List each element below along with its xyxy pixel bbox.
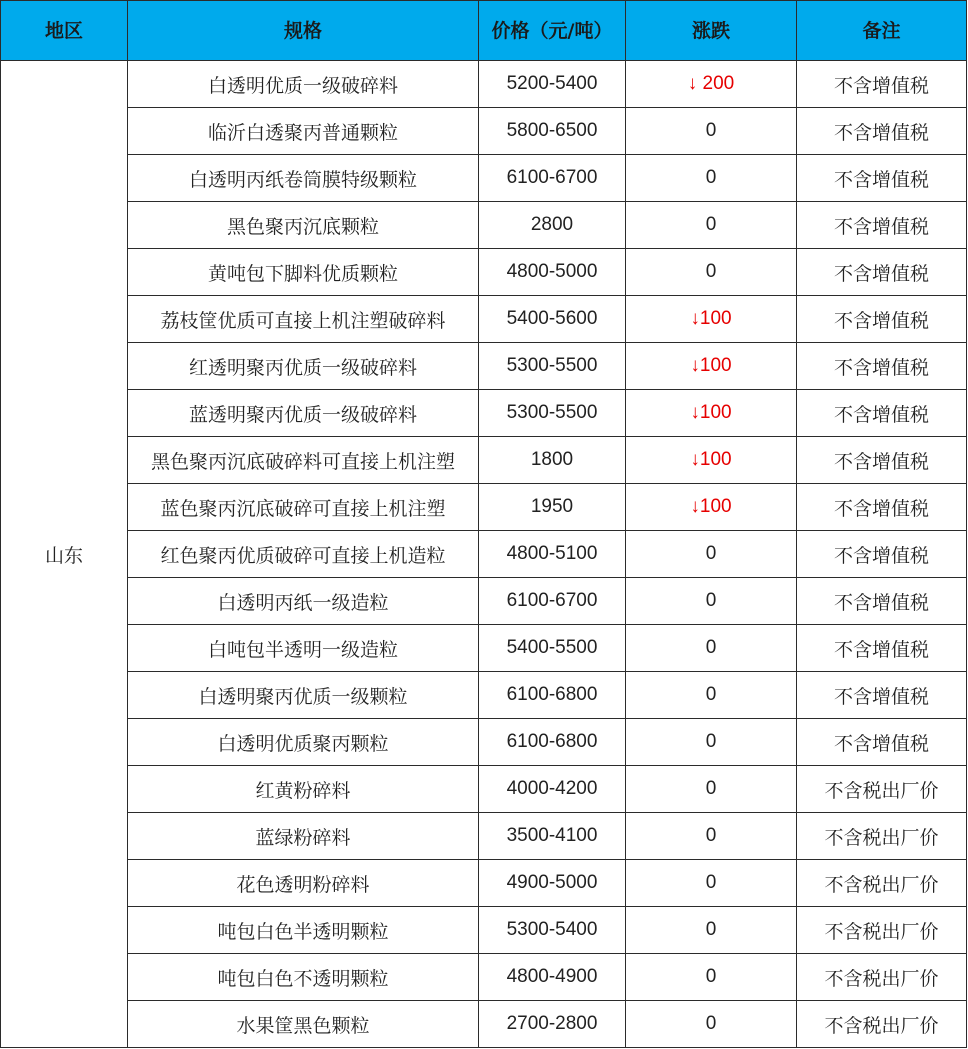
note-cell: 不含增值税 — [797, 531, 967, 578]
spec-cell: 吨包白色不透明颗粒 — [128, 954, 479, 1001]
change-cell: 0 — [626, 625, 797, 672]
change-cell: 0 — [626, 907, 797, 954]
note-cell: 不含增值税 — [797, 61, 967, 108]
table-row — [1, 61, 967, 108]
spec-cell: 红黄粉碎料 — [128, 766, 479, 813]
price-cell: 5400-5500 — [479, 625, 626, 672]
spec-cell: 白透明优质一级破碎料 — [128, 61, 479, 108]
note-cell: 不含增值税 — [797, 296, 967, 343]
note-cell: 不含增值税 — [797, 343, 967, 390]
change-cell: 0 — [626, 719, 797, 766]
note-cell: 不含增值税 — [797, 202, 967, 249]
spec-cell: 红透明聚丙优质一级破碎料 — [128, 343, 479, 390]
table-body — [1, 61, 967, 1048]
header-row — [1, 1, 967, 61]
price-cell: 6100-6800 — [479, 719, 626, 766]
spec-cell: 黄吨包下脚料优质颗粒 — [128, 249, 479, 296]
change-cell: 0 — [626, 1001, 797, 1048]
change-cell: ↓100 — [626, 343, 797, 390]
note-cell: 不含税出厂价 — [797, 813, 967, 860]
price-cell: 5200-5400 — [479, 61, 626, 108]
table-header — [1, 1, 967, 61]
price-cell: 5300-5500 — [479, 343, 626, 390]
table-row — [1, 1001, 967, 1048]
header-price: 价格（元/吨） — [479, 1, 626, 61]
note-cell: 不含增值税 — [797, 625, 967, 672]
price-cell: 4900-5000 — [479, 860, 626, 907]
price-cell: 2800 — [479, 202, 626, 249]
price-cell: 5300-5400 — [479, 907, 626, 954]
spec-cell: 红色聚丙优质破碎可直接上机造粒 — [128, 531, 479, 578]
table-row — [1, 484, 967, 531]
note-cell: 不含税出厂价 — [797, 860, 967, 907]
table-row — [1, 249, 967, 296]
price-cell: 5800-6500 — [479, 108, 626, 155]
change-cell: 0 — [626, 202, 797, 249]
header-region: 地区 — [1, 1, 128, 61]
note-cell: 不含增值税 — [797, 578, 967, 625]
spec-cell: 蓝绿粉碎料 — [128, 813, 479, 860]
note-cell: 不含增值税 — [797, 249, 967, 296]
note-cell: 不含税出厂价 — [797, 1001, 967, 1048]
price-cell: 4800-5000 — [479, 249, 626, 296]
price-cell: 4800-4900 — [479, 954, 626, 1001]
change-cell: ↓100 — [626, 390, 797, 437]
spec-cell: 花色透明粉碎料 — [128, 860, 479, 907]
spec-cell: 黑色聚丙沉底颗粒 — [128, 202, 479, 249]
table-row — [1, 155, 967, 202]
table-row — [1, 719, 967, 766]
change-cell: 0 — [626, 249, 797, 296]
table-row — [1, 390, 967, 437]
change-cell: 0 — [626, 672, 797, 719]
note-cell: 不含增值税 — [797, 484, 967, 531]
table-row — [1, 813, 967, 860]
change-cell: 0 — [626, 766, 797, 813]
header-change: 涨跌 — [626, 1, 797, 61]
table-row — [1, 907, 967, 954]
change-cell: 0 — [626, 155, 797, 202]
price-cell: 5400-5600 — [479, 296, 626, 343]
note-cell: 不含增值税 — [797, 108, 967, 155]
change-cell: ↓100 — [626, 437, 797, 484]
price-cell: 6100-6700 — [479, 155, 626, 202]
note-cell: 不含增值税 — [797, 155, 967, 202]
note-cell: 不含增值税 — [797, 390, 967, 437]
price-cell: 4800-5100 — [479, 531, 626, 578]
note-cell: 不含税出厂价 — [797, 907, 967, 954]
table-row — [1, 108, 967, 155]
spec-cell: 黑色聚丙沉底破碎料可直接上机注塑 — [128, 437, 479, 484]
table-row — [1, 343, 967, 390]
spec-cell: 白吨包半透明一级造粒 — [128, 625, 479, 672]
change-cell: 0 — [626, 578, 797, 625]
header-spec: 规格 — [128, 1, 479, 61]
table-row — [1, 437, 967, 484]
spec-cell: 蓝透明聚丙优质一级破碎料 — [128, 390, 479, 437]
spec-cell: 白透明优质聚丙颗粒 — [128, 719, 479, 766]
spec-cell: 荔枝筐优质可直接上机注塑破碎料 — [128, 296, 479, 343]
price-cell: 2700-2800 — [479, 1001, 626, 1048]
spec-cell: 蓝色聚丙沉底破碎可直接上机注塑 — [128, 484, 479, 531]
table-row — [1, 625, 967, 672]
table-row — [1, 766, 967, 813]
price-cell: 1950 — [479, 484, 626, 531]
price-cell: 4000-4200 — [479, 766, 626, 813]
change-cell: 0 — [626, 954, 797, 1001]
spec-cell: 水果筐黑色颗粒 — [128, 1001, 479, 1048]
change-cell: ↓100 — [626, 296, 797, 343]
note-cell: 不含税出厂价 — [797, 766, 967, 813]
spec-cell: 吨包白色半透明颗粒 — [128, 907, 479, 954]
change-cell: 0 — [626, 860, 797, 907]
table-row — [1, 672, 967, 719]
price-cell: 6100-6800 — [479, 672, 626, 719]
price-cell: 1800 — [479, 437, 626, 484]
region-cell: 山东 — [1, 61, 128, 1048]
spec-cell: 白透明丙纸一级造粒 — [128, 578, 479, 625]
note-cell: 不含增值税 — [797, 719, 967, 766]
note-cell: 不含增值税 — [797, 672, 967, 719]
table-row — [1, 860, 967, 907]
table-row — [1, 296, 967, 343]
change-cell: ↓100 — [626, 484, 797, 531]
table-row — [1, 954, 967, 1001]
note-cell: 不含增值税 — [797, 437, 967, 484]
spec-cell: 临沂白透聚丙普通颗粒 — [128, 108, 479, 155]
spec-cell: 白透明丙纸卷筒膜特级颗粒 — [128, 155, 479, 202]
table-row — [1, 531, 967, 578]
change-cell: ↓ 200 — [626, 61, 797, 108]
header-note: 备注 — [797, 1, 967, 61]
price-cell: 6100-6700 — [479, 578, 626, 625]
change-cell: 0 — [626, 813, 797, 860]
price-cell: 5300-5500 — [479, 390, 626, 437]
spec-cell: 白透明聚丙优质一级颗粒 — [128, 672, 479, 719]
note-cell: 不含税出厂价 — [797, 954, 967, 1001]
price-cell: 3500-4100 — [479, 813, 626, 860]
table-row — [1, 202, 967, 249]
change-cell: 0 — [626, 531, 797, 578]
change-cell: 0 — [626, 108, 797, 155]
table-row — [1, 578, 967, 625]
